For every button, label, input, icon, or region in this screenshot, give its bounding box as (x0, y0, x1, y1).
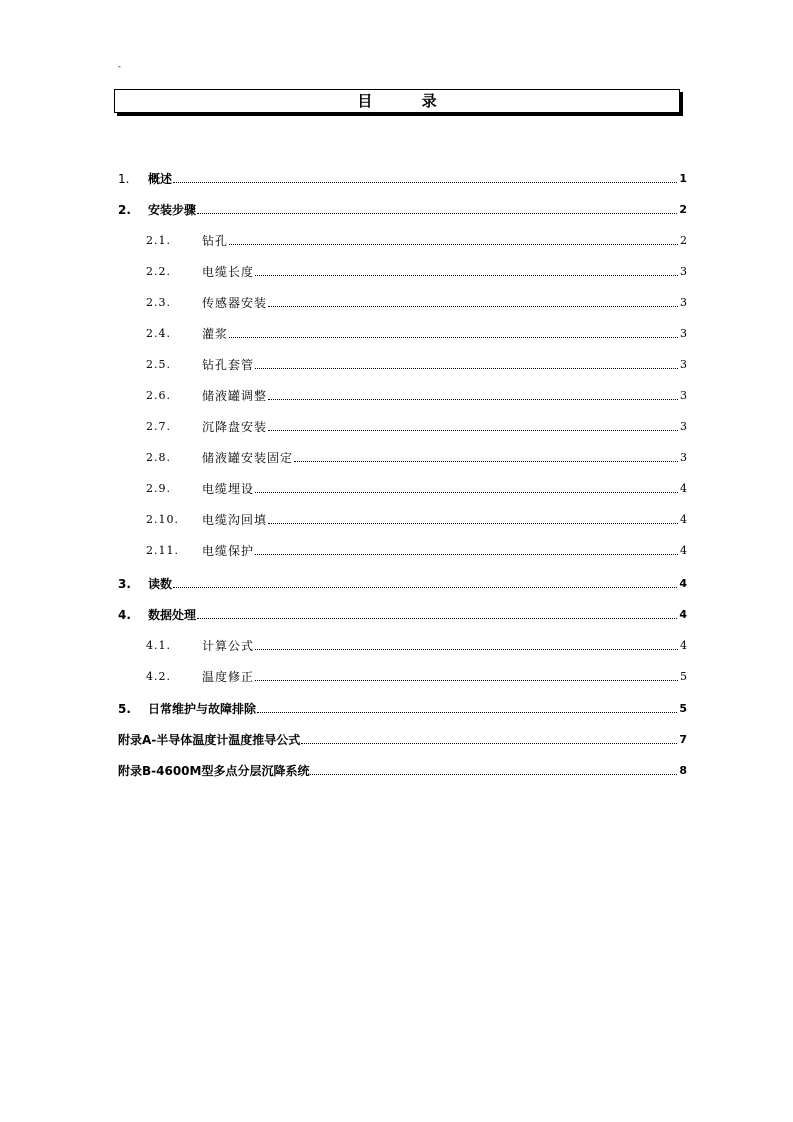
toc-entry-2-6[interactable] (146, 385, 687, 403)
toc-entry-number: 2.9. (146, 482, 171, 495)
toc-entry-appendix-b[interactable] (118, 760, 687, 778)
toc-entry-label: 数据处理 (148, 608, 197, 622)
toc-entry-number: 3. (118, 577, 131, 591)
toc-entry-label: 传感器安装 (202, 296, 268, 310)
toc-entry-4[interactable] (118, 604, 687, 622)
toc-entry-label: 读数 (148, 577, 173, 591)
dot-leader (310, 773, 677, 775)
toc-entry-label: 附录B-4600M型多点分层沉降系统 (118, 764, 310, 778)
toc-entry-2-4[interactable] (146, 323, 687, 341)
toc-entry-number: 5. (118, 702, 131, 716)
toc-entry-page: 3 (680, 296, 687, 309)
toc-entry-page: 3 (680, 420, 687, 433)
toc-entry-page: 4 (680, 639, 687, 652)
toc-entry-number: 2.6. (146, 389, 171, 402)
toc-entry-label: 电缆长度 (202, 265, 255, 279)
toc-entry-page: 4 (679, 608, 687, 621)
dot-leader (257, 711, 677, 713)
toc-entry-page: 3 (680, 265, 687, 278)
toc-entry-label: 钻孔套管 (202, 358, 255, 372)
toc-entry-page: 3 (680, 451, 687, 464)
toc-entry-page: 4 (680, 544, 687, 557)
toc-entry-4-2[interactable] (146, 666, 687, 684)
toc-entry-1[interactable] (118, 168, 687, 186)
toc-entry-number: 2.11. (146, 544, 179, 557)
dot-leader (197, 617, 677, 619)
toc-entry-2-10[interactable] (146, 509, 687, 527)
toc-entry-3[interactable] (118, 573, 687, 591)
dot-leader (255, 553, 678, 555)
dot-leader (255, 648, 678, 650)
toc-entry-number: 2.2. (146, 265, 171, 278)
toc-entry-label: 附录A-半导体温度计温度推导公式 (118, 733, 301, 747)
toc-entry-5[interactable] (118, 698, 687, 716)
toc-entry-appendix-a[interactable] (118, 729, 687, 747)
toc-entry-page: 4 (680, 513, 687, 526)
toc-entry-label: 灌浆 (202, 327, 229, 341)
toc-entry-label: 日常维护与故障排除 (148, 702, 257, 716)
toc-entry-label: 储液罐安装固定 (202, 451, 294, 465)
toc-entry-number: 2. (118, 203, 131, 217)
toc-entry-number: 2.7. (146, 420, 171, 433)
toc-entry-page: 2 (680, 234, 687, 247)
toc-entry-page: 8 (679, 764, 687, 777)
page-title: 目 录 (357, 92, 459, 110)
toc-entry-label: 储液罐调整 (202, 389, 268, 403)
toc-entry-number: 2.5. (146, 358, 171, 371)
toc-entry-number: 4.1. (146, 639, 171, 652)
toc-entry-2-7[interactable] (146, 416, 687, 434)
toc-entry-label: 安装步骤 (148, 203, 197, 217)
toc-entry-page: 3 (680, 327, 687, 340)
toc-entry-label: 概述 (148, 172, 173, 186)
toc-entry-page: 5 (679, 702, 687, 715)
toc-entry-label: 电缆沟回填 (202, 513, 268, 527)
toc-entry-label: 电缆保护 (202, 544, 255, 558)
dot-leader (268, 398, 678, 400)
toc-entry-label: 沉降盘安装 (202, 420, 268, 434)
toc-entry-label: 计算公式 (202, 639, 255, 653)
dot-leader (255, 367, 678, 369)
toc-entry-2-8[interactable] (146, 447, 687, 465)
toc-entry-2-9[interactable] (146, 478, 687, 496)
toc-entry-2-5[interactable] (146, 354, 687, 372)
dot-leader (229, 336, 678, 338)
toc-entry-4-1[interactable] (146, 635, 687, 653)
dot-leader (255, 274, 678, 276)
dot-leader (173, 181, 677, 183)
dot-leader (268, 429, 678, 431)
toc-entry-2-2[interactable] (146, 261, 687, 279)
dot-leader (268, 305, 678, 307)
toc-entry-label: 钻孔 (202, 234, 229, 248)
toc-entry-page: 4 (679, 577, 687, 590)
toc-entry-page: 3 (680, 389, 687, 402)
dot-leader (268, 522, 678, 524)
dot-leader (294, 460, 678, 462)
dot-leader (229, 243, 678, 245)
toc-entry-page: 2 (679, 203, 687, 216)
toc-entry-number: 4. (118, 608, 131, 622)
toc-entry-page: 4 (680, 482, 687, 495)
dot-leader (301, 742, 677, 744)
dot-leader (197, 212, 677, 214)
toc-entry-2-1[interactable] (146, 230, 687, 248)
toc-entry-page: 1 (679, 172, 687, 185)
toc-entry-label: 温度修正 (202, 670, 255, 684)
toc-entry-number: 2.3. (146, 296, 171, 309)
toc-entry-number: 2.8. (146, 451, 171, 464)
toc-entry-2[interactable] (118, 199, 687, 217)
toc-entry-number: 2.4. (146, 327, 171, 340)
corner-mark: - (118, 62, 121, 71)
toc-entry-number: 1. (118, 172, 130, 186)
toc-entry-number: 2.10. (146, 513, 179, 526)
dot-leader (255, 491, 678, 493)
toc-entry-2-3[interactable] (146, 292, 687, 310)
toc-entry-number: 4.2. (146, 670, 171, 683)
dot-leader (255, 679, 678, 681)
toc-entry-number: 2.1. (146, 234, 171, 247)
toc-entry-page: 7 (679, 733, 687, 746)
toc-entry-2-11[interactable] (146, 540, 687, 558)
dot-leader (173, 586, 677, 588)
toc-entry-page: 5 (680, 670, 687, 683)
toc-entry-label: 电缆埋设 (202, 482, 255, 496)
toc-entry-page: 3 (680, 358, 687, 371)
